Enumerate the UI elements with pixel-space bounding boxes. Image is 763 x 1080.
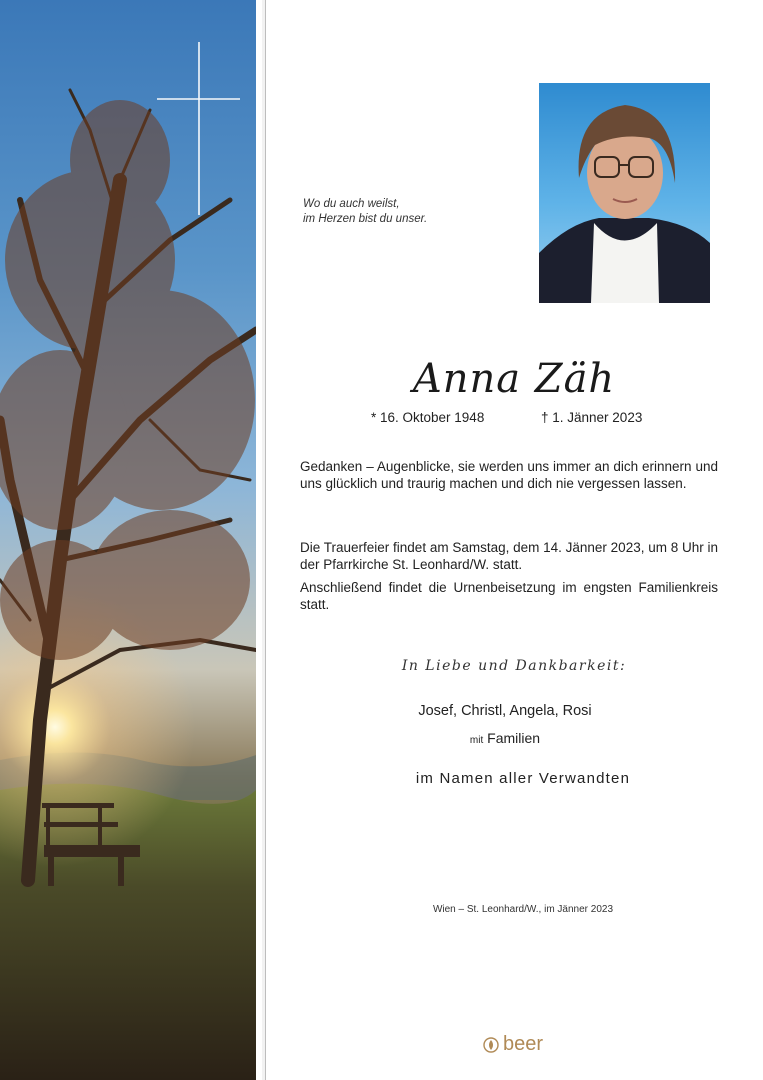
families-word: Familien bbox=[487, 730, 541, 746]
quote-line-2: im Herzen bist du unser. bbox=[303, 213, 428, 225]
relatives-line: im Namen aller Verwandten bbox=[415, 770, 631, 787]
quote-line-1: Wo du auch weilst, bbox=[303, 198, 400, 210]
mit-word: mit bbox=[469, 735, 484, 746]
ceremony-text: Die Trauerfeier findet am Samstag, dem 14. Jänner 2023, um 8 Uhr in der Pfarrkirche St. Leonhard/W. statt. bbox=[300, 540, 718, 572]
divider bbox=[256, 0, 261, 1080]
memorial-quote bbox=[303, 197, 503, 227]
place-date: Wien – St. Leonhard/W., im Jänner 2023 bbox=[432, 904, 614, 915]
tree-sunset-image bbox=[0, 0, 256, 1080]
divider-line bbox=[265, 0, 266, 1080]
mourners-names: Josef, Christl, Angela, Rosi bbox=[418, 703, 592, 719]
birth-date: * 16. Oktober 1948 bbox=[371, 410, 485, 425]
death-date: † 1. Jänner 2023 bbox=[541, 410, 643, 425]
portrait-photo bbox=[539, 83, 710, 303]
landscape-photo bbox=[0, 0, 256, 1080]
logo-text: beer bbox=[503, 1033, 544, 1055]
remembrance-text: Gedanken – Augenblicke, sie werden uns immer an dich erinnern und uns glücklich und traurig machen und dich nie vergessen lassen. bbox=[300, 459, 718, 491]
deceased-name: Anna Zäh bbox=[412, 356, 616, 402]
families-line bbox=[265, 730, 745, 746]
portrait-image bbox=[539, 83, 710, 303]
burial-text: Anschließend findet die Urnenbeisetzung im engsten Familienkreis statt. bbox=[300, 580, 718, 612]
logo-leaf-icon bbox=[483, 1037, 499, 1053]
beer-logo bbox=[483, 1033, 543, 1056]
dedication-heading: In Liebe und Dankbarkeit: bbox=[401, 658, 627, 674]
